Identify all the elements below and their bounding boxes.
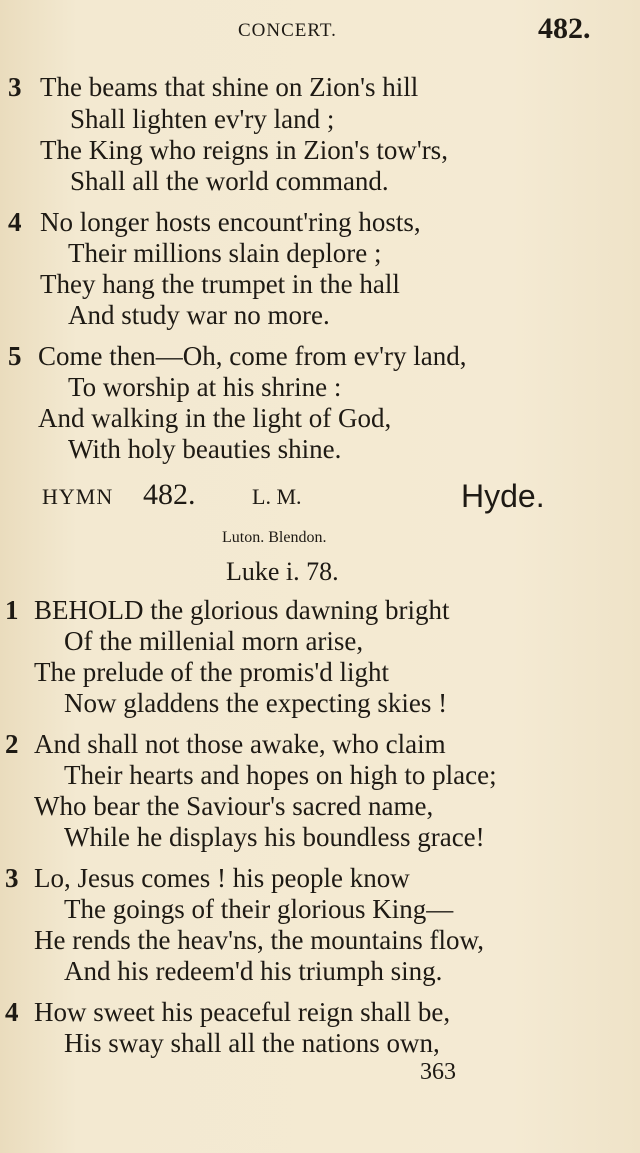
verse-line: And shall not those awake, who claim: [34, 729, 446, 759]
page-number: 482.: [538, 12, 591, 45]
verse-line: Lo, Jesus comes ! his people know: [34, 863, 410, 893]
verse-line: The King who reigns in Zion's tow'rs,: [40, 135, 448, 165]
verse-line: BEHOLD the glorious dawning bright: [34, 595, 450, 625]
scripture-reference: Luke i. 78.: [226, 557, 339, 586]
stanza-number: 4: [5, 997, 19, 1027]
verse-line: His sway shall all the nations own,: [64, 1028, 440, 1058]
verse-line: With holy beauties shine.: [68, 434, 342, 464]
verse-line: The goings of their glorious King—: [64, 894, 454, 924]
stanza-number: 4: [8, 207, 22, 237]
verse-line: He rends the heav'ns, the mountains flow,: [34, 925, 485, 955]
running-head: CONCERT.: [238, 20, 337, 41]
stanza-number: 3: [8, 72, 22, 102]
verse-line: Now gladdens the expecting skies !: [64, 688, 448, 718]
verse-line: Of the millenial morn arise,: [64, 626, 364, 656]
verse-line: While he displays his boundless grace!: [64, 822, 485, 852]
verse-line: Their hearts and hopes on high to place;: [64, 760, 497, 790]
verse-line: The prelude of the promis'd light: [34, 657, 390, 687]
verse-line: Shall all the world command.: [70, 166, 389, 196]
verse-line: The beams that shine on Zion's hill: [40, 72, 419, 102]
tune-name: Hyde.: [461, 478, 545, 514]
stanza-number: 5: [8, 341, 22, 371]
verse-line: They hang the trumpet in the hall: [40, 269, 400, 299]
verse-line: To worship at his shrine :: [68, 372, 342, 402]
signature-mark: 363: [420, 1059, 456, 1085]
hymn-number: 482.: [143, 478, 196, 511]
stanza-number: 1: [5, 595, 19, 625]
hymn-label: HYMN: [42, 484, 114, 509]
verse-line: And walking in the light of God,: [38, 403, 392, 433]
verse-line: How sweet his peaceful reign shall be,: [34, 997, 451, 1027]
verse-line: Come then—Oh, come from ev'ry land,: [38, 341, 467, 371]
verse-line: And study war no more.: [68, 300, 330, 330]
verse-line: Who bear the Saviour's sacred name,: [34, 791, 434, 821]
alternate-tunes: Luton. Blendon.: [222, 529, 327, 546]
hymn-meter: L. M.: [252, 484, 302, 509]
stanza-number: 3: [5, 863, 19, 893]
verse-line: No longer hosts encount'ring hosts,: [40, 207, 421, 237]
verse-line: Their millions slain deplore ;: [68, 238, 382, 268]
verse-line: Shall lighten ev'ry land ;: [70, 104, 335, 134]
stanza-number: 2: [5, 729, 19, 759]
verse-line: And his redeem'd his triumph sing.: [64, 956, 443, 986]
